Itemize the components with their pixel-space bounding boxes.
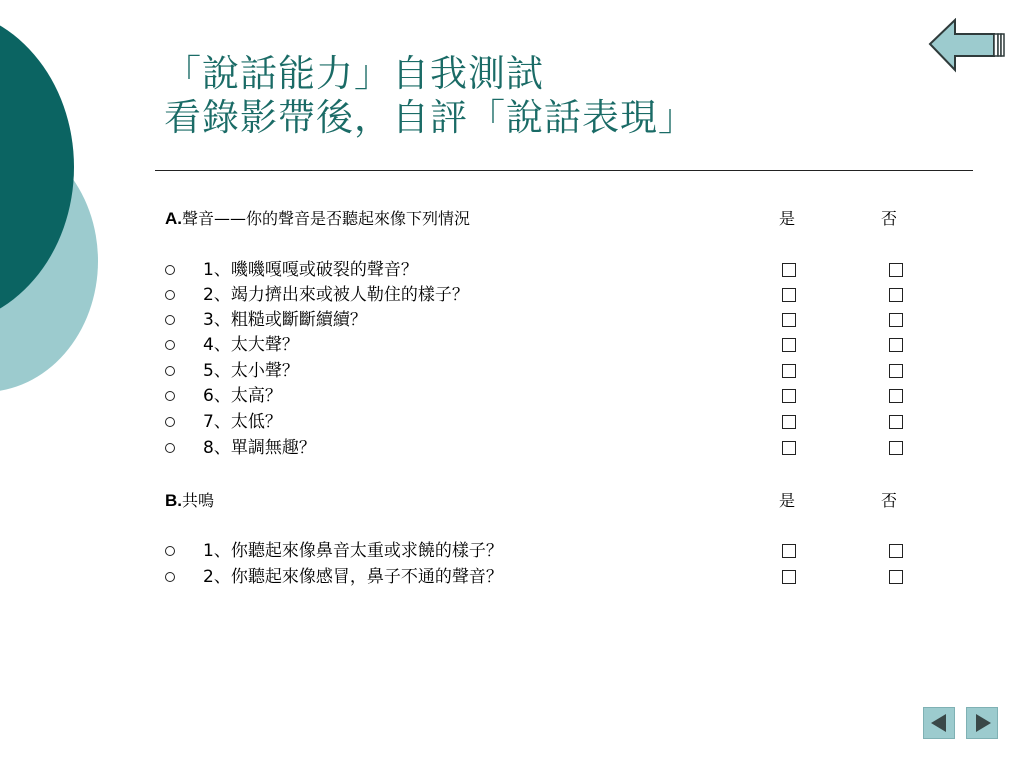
bullet-icon [165,572,175,582]
question-item [165,308,925,332]
section-a-letter: A. [165,209,182,228]
question-item [165,283,925,307]
bullet-icon [165,315,175,325]
bullet-icon [165,290,175,300]
question-item [165,359,925,383]
question-text: 2、竭力擠出來或被人勒住的樣子？ [203,285,469,305]
bullet-icon [165,417,175,427]
no-checkbox[interactable] [889,364,903,378]
question-item [165,436,925,460]
question-text: 8、單調無趣？ [203,438,316,458]
section-b-title: 共鳴 [182,491,215,510]
back-arrow-icon [928,18,1006,74]
question-item [165,258,925,282]
previous-slide-button[interactable] [923,707,955,739]
section-a-title: 聲音——你的聲音是否聽起來像下列情況 [182,209,471,228]
question-item [165,539,925,563]
question-item [165,410,925,434]
decorative-circles [0,0,110,400]
yes-checkbox[interactable] [782,288,796,302]
question-text: 1、嘰嘰嘎嘎或破裂的聲音？ [203,260,418,280]
question-text: 3、粗糙或斷斷續續？ [203,310,367,330]
no-checkbox[interactable] [889,570,903,584]
next-slide-button[interactable] [966,707,998,739]
bullet-icon [165,443,175,453]
question-text: 2、你聽起來像感冒，鼻子不通的聲音？ [203,567,503,587]
yes-checkbox[interactable] [782,389,796,403]
section-a-yes-label: 是 [779,209,796,228]
bullet-icon [165,340,175,350]
section-b-letter: B. [165,491,182,510]
bullet-icon [165,366,175,376]
yes-checkbox[interactable] [782,544,796,558]
question-text: 7、太低？ [203,412,282,432]
bullet-icon [165,265,175,275]
yes-checkbox[interactable] [782,570,796,584]
no-checkbox[interactable] [889,263,903,277]
yes-checkbox[interactable] [782,364,796,378]
question-text: 4、太大聲？ [203,335,299,355]
slide-title [164,52,696,140]
section-a-no-label: 否 [881,209,898,228]
question-text: 6、太高？ [203,386,282,406]
section-b-no-label: 否 [881,491,898,510]
no-checkbox[interactable] [889,389,903,403]
bullet-icon [165,391,175,401]
section-a-heading [165,207,925,231]
no-checkbox[interactable] [889,313,903,327]
yes-checkbox[interactable] [782,313,796,327]
no-checkbox[interactable] [889,441,903,455]
no-checkbox[interactable] [889,415,903,429]
title-line-2: 看錄影帶後，自評「說話表現」 [164,96,696,139]
bullet-icon [165,546,175,556]
question-item [165,384,925,408]
no-checkbox[interactable] [889,288,903,302]
question-item [165,333,925,357]
previous-slide-icon [931,714,946,732]
no-checkbox[interactable] [889,338,903,352]
next-slide-icon [976,714,991,732]
yes-checkbox[interactable] [782,415,796,429]
back-button[interactable] [928,18,1006,74]
title-line-1: 「說話能力」自我測試 [164,52,544,95]
yes-checkbox[interactable] [782,338,796,352]
no-checkbox[interactable] [889,544,903,558]
question-item [165,565,925,589]
question-text: 5、太小聲？ [203,361,299,381]
title-divider [155,170,973,171]
section-b-yes-label: 是 [779,491,796,510]
question-text: 1、你聽起來像鼻音太重或求饒的樣子？ [203,541,503,561]
yes-checkbox[interactable] [782,441,796,455]
yes-checkbox[interactable] [782,263,796,277]
section-b-heading [165,489,925,513]
